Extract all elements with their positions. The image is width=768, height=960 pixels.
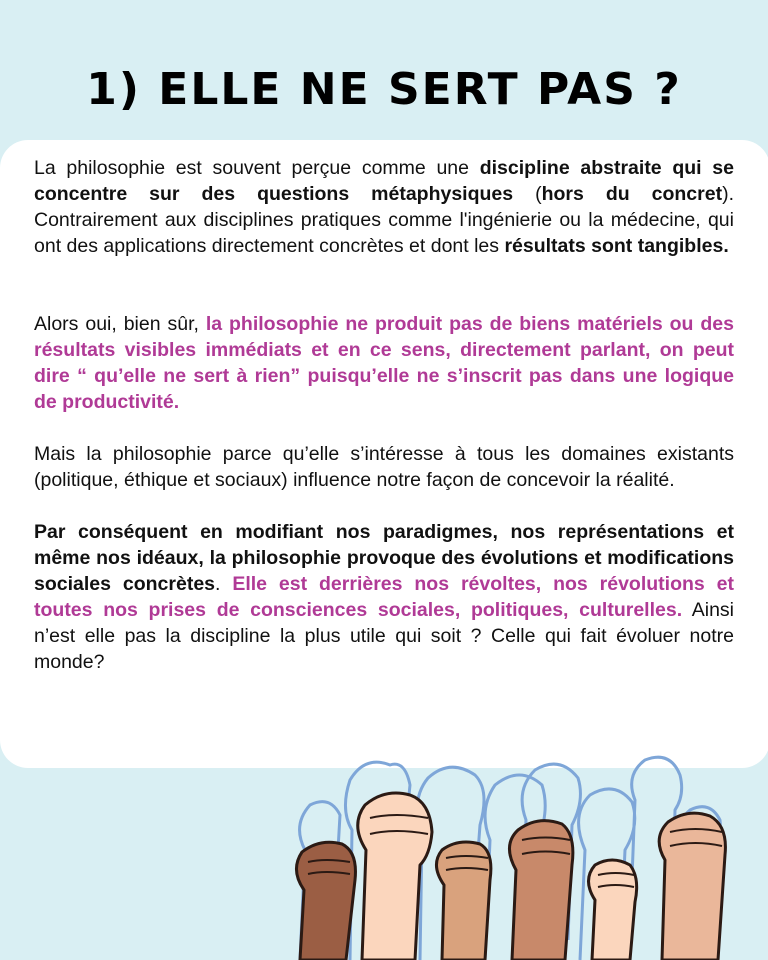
text-span: Ainsi n’est elle pas la discipline la plus utile qui soit ? Celle qui fait évoluer notre monde? <box>34 599 735 673</box>
text-span: ( <box>513 183 542 205</box>
text-span: La philosophie est souvent perçue comme une <box>34 157 480 179</box>
bold-span: hors du concret <box>541 183 723 205</box>
text-span: Mais la philosophie parce qu’elle s’intéresse à tous les domaines existants (politique, éthique et sociaux) influence notre façon de concevoir la réalité. <box>34 443 734 491</box>
bold-span: résultats sont tangibles. <box>504 235 729 257</box>
bold-span: Par conséquent en modifiant nos paradigmes, nos représentations et même nos idéaux, la philosophie provoque des évolutions et modifications sociales concrètes <box>34 521 734 595</box>
raised-fists-icon <box>280 740 768 960</box>
page-title: 1) ELLE NE SERT PAS ? <box>86 64 682 115</box>
text-span: ). <box>722 183 735 205</box>
paragraph-3 <box>34 441 734 493</box>
text-span: Alors oui, bien sûr, <box>34 313 206 335</box>
text-span: Contrairement aux disciplines pratiques comme l'ingénierie ou la médecine, qui ont des applications directement concrètes et dont les <box>34 209 734 257</box>
paragraph-1 <box>34 155 734 259</box>
paragraph-4 <box>34 519 734 675</box>
text-span: . <box>215 573 233 595</box>
highlight-span: Elle est derrières nos révoltes, nos révolutions et toutes nos prises de consciences sociales, politiques, culturelles. <box>34 573 734 621</box>
highlight-span: la philosophie ne produit pas de biens matériels ou des résultats visibles immédiats et en ce sens, directement parlant, on peut dire “ qu’elle ne sert à rien” puisqu’elle ne s’inscrit pas dans une logique de productivité. <box>34 313 734 413</box>
paragraph-2 <box>34 311 734 415</box>
body-text <box>34 155 734 675</box>
bold-span: discipline abstraite qui se concentre sur des questions métaphysiques <box>34 157 734 205</box>
